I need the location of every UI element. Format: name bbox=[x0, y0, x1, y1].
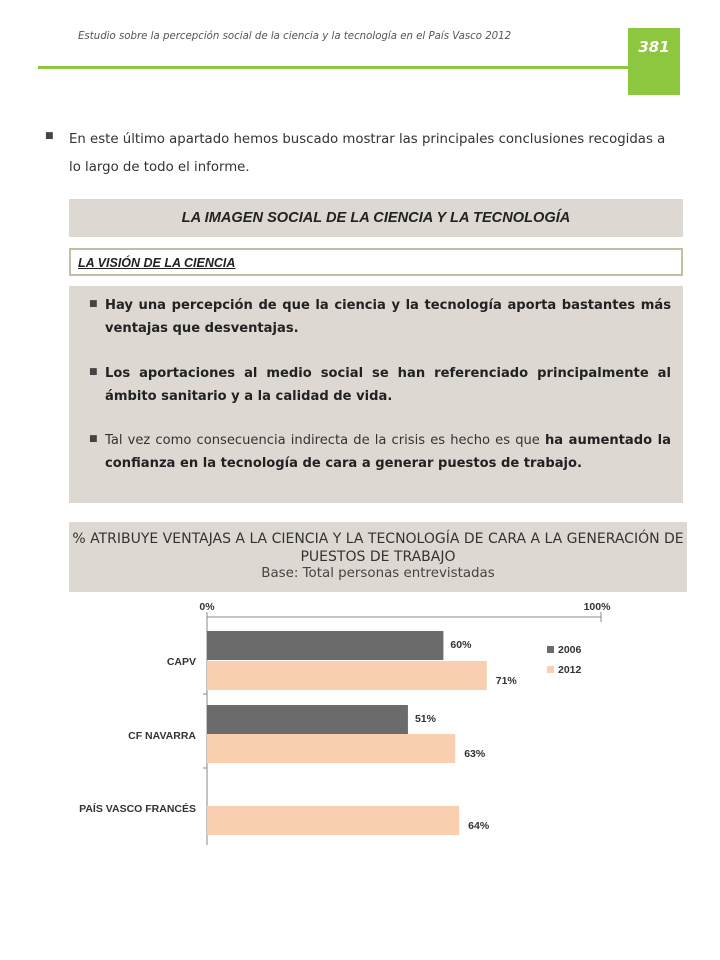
data-label: 60% bbox=[450, 639, 472, 651]
bar-2012 bbox=[207, 806, 459, 835]
x-tick-label: 100% bbox=[583, 601, 611, 613]
x-tick-label: 0% bbox=[199, 601, 215, 613]
finding-plain-text: Tal vez como consecuencia indirecta de la crisis es hecho es que bbox=[105, 433, 545, 448]
finding-bold-text: ha aumentado la confianza en la tecnología de cara a generar puestos de trabajo. bbox=[105, 433, 671, 471]
section-title: LA IMAGEN SOCIAL DE LA CIENCIA Y LA TECNOLOGÍA bbox=[181, 210, 571, 226]
data-label: 51% bbox=[414, 713, 436, 725]
bullet-icon: ■ bbox=[89, 367, 98, 377]
legend-label: 2012 bbox=[558, 664, 582, 676]
bar-2012 bbox=[207, 661, 487, 690]
data-label: 64% bbox=[468, 820, 490, 832]
page-number: 381 bbox=[638, 38, 670, 56]
bullet-icon: ■ bbox=[89, 299, 98, 309]
finding-bold-text: Los aportaciones al medio social se han referenciado principalmente al ámbito sanitario y a la calidad de vida. bbox=[105, 366, 671, 404]
category-label: PAÍS VASCO FRANCÉS bbox=[79, 803, 196, 815]
bullet-icon: ■ bbox=[89, 434, 98, 444]
chart-title: % ATRIBUYE VENTAJAS A LA CIENCIA Y LA TECNOLOGÍA DE CARA A LA GENERACIÓN DE PUESTOS DE TRABAJO bbox=[72, 531, 684, 565]
bar-2006 bbox=[207, 705, 408, 734]
category-label: CF NAVARRA bbox=[128, 730, 196, 742]
running-header: Estudio sobre la percepción social de la ciencia y la tecnología en el País Vasco 2012 bbox=[78, 31, 512, 42]
subsection-title: LA VISIÓN DE LA CIENCIA bbox=[78, 256, 236, 270]
data-label: 71% bbox=[495, 675, 517, 687]
legend-label: 2006 bbox=[558, 644, 582, 656]
legend-swatch-2012 bbox=[547, 666, 554, 673]
chart-subtitle: Base: Total personas entrevistadas bbox=[261, 566, 495, 581]
finding-bold-text: Hay una percepción de que la ciencia y la tecnología aporta bastantes más ventajas que desventajas. bbox=[105, 298, 671, 336]
legend-swatch-2006 bbox=[547, 646, 554, 653]
bullet-icon: ■ bbox=[45, 131, 54, 141]
intro-paragraph: En este último apartado hemos buscado mostrar las principales conclusiones recogidas a lo largo de todo el informe. bbox=[69, 132, 666, 175]
category-label: CAPV bbox=[166, 656, 196, 668]
bar-2012 bbox=[207, 734, 455, 763]
data-label: 63% bbox=[464, 748, 486, 760]
bar-2006 bbox=[207, 631, 443, 660]
